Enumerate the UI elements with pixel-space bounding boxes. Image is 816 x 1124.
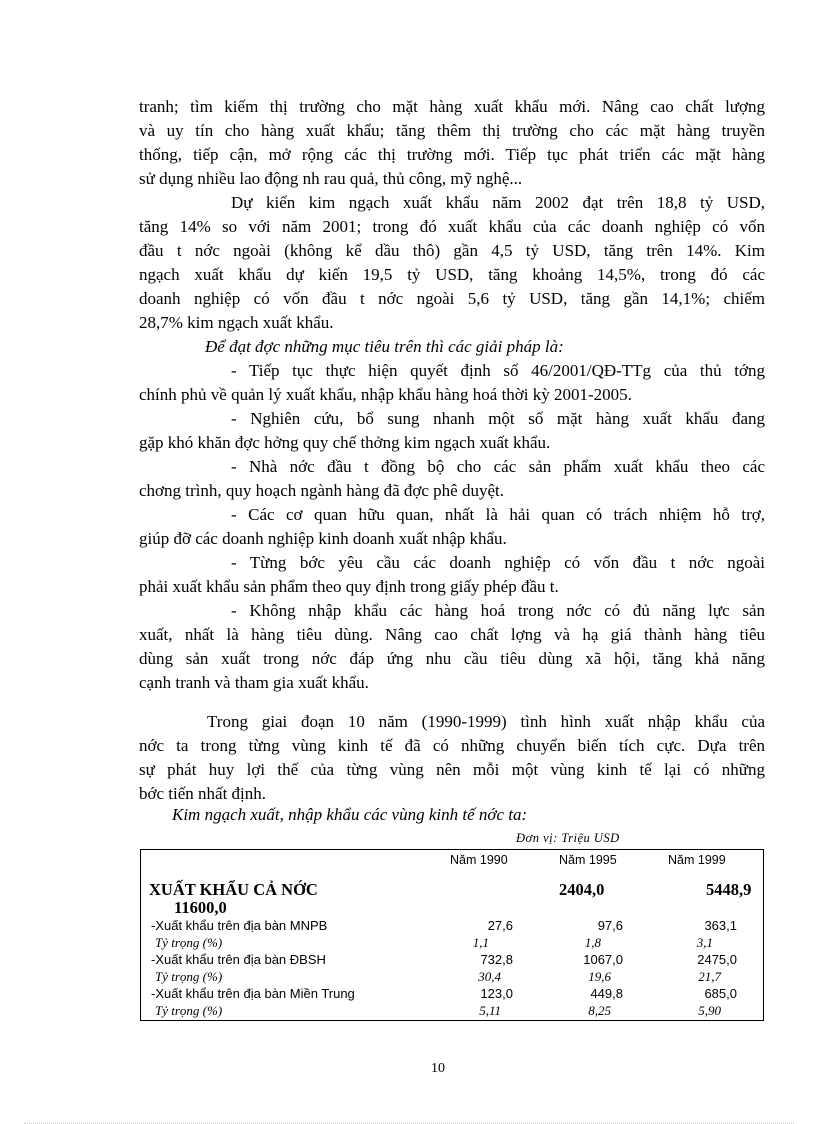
total-1995: 2404,0 [559, 880, 605, 899]
table-cell: 449,8 [590, 986, 623, 1001]
list-item [139, 455, 765, 503]
table-cell: 1,1 [472, 935, 489, 950]
text-line: xuất, nhất là hàng tiêu dùng. Nâng cao chất lợng và hạ giá thành hàng tiêu [139, 625, 765, 644]
text-line: dùng sản xuất trong nớc đáp ứng nhu cầu tiêu dùng xã hội, tăng khả năng [139, 649, 765, 668]
table-cell: 363,1 [704, 918, 737, 933]
text-line: - Các cơ quan hữu quan, nhất là hải quan có trách nhiệm hỗ trợ, [231, 505, 765, 524]
text-line: gặp khó khăn đợc hởng quy chế thởng kim ngạch xuất khẩu. [139, 433, 551, 452]
table-cell: 2475,0 [697, 952, 737, 967]
table-cell: 685,0 [704, 986, 737, 1001]
table-cell: 19,6 [588, 969, 611, 984]
text-line: thống, tiếp cận, mở rộng các thị trường mới. Tiếp tục phát triển các mặt hàng [139, 145, 765, 164]
text-line: Để đạt đợc những mục tiêu trên thì các giải pháp là: [205, 337, 564, 356]
text-line: tranh; tìm kiếm thị trường cho mặt hàng xuất khẩu mới. Nâng cao chất lượng [139, 97, 765, 116]
list-item [139, 503, 765, 551]
text-line: nớc ta trong từng vùng kinh tế đã có những chuyển biến tích cực. Dựa trên [139, 736, 765, 755]
text-line: chính phủ về quản lý xuất khẩu, nhập khẩu hàng hoá thời kỳ 2001-2005. [139, 385, 632, 404]
total-1990: 11600,0 [174, 898, 227, 917]
table-caption: Kim ngạch xuất, nhập khẩu các vùng kinh tế nớc ta: [172, 805, 528, 824]
table-cell: 1067,0 [583, 952, 623, 967]
list-item [139, 359, 765, 407]
table-cell: 97,6 [597, 918, 623, 933]
text-line: phải xuất khẩu sản phẩm theo quy định trong giấy phép đầu t. [139, 577, 559, 596]
table-unit: Đơn vị: Triệu USD [516, 831, 620, 845]
text-line: cạnh tranh và tham gia xuất khẩu. [139, 673, 369, 692]
solutions-list [139, 359, 765, 695]
list-item [139, 551, 765, 599]
table-cell: 21,7 [698, 969, 721, 984]
table-cell: 27,6 [487, 918, 513, 933]
table-cell: 1,8 [584, 935, 601, 950]
text-line: - Từng bớc yêu cầu các doanh nghiệp có vốn đầu t nớc ngoài [231, 553, 765, 572]
text-line: ngạch xuất khẩu dự kiến 19,5 tỷ USD, tăng khoảng 14,5%, trong đó các [139, 265, 765, 284]
total-1999: 5448,9 [706, 880, 752, 899]
text-line: doanh nghiệp có vốn đầu t nớc ngoài 5,6 tỷ USD, tăng gần 14,1%; chiếm [139, 289, 765, 308]
column-header-1995: Năm 1995 [559, 853, 617, 867]
text-line: - Nhà nớc đầu t đồng bộ cho các sản phẩm xuất khẩu theo các [231, 457, 765, 476]
row-label-mien-trung: -Xuất khẩu trên địa bàn Miền Trung [151, 986, 355, 1001]
text-line: Dự kiến kim ngạch xuất khẩu năm 2002 đạt trên 18,8 tỷ USD, [231, 193, 765, 212]
text-line: sự phát huy lợi thế của từng vùng nên mỗi một vùng kinh tế lại có những [139, 760, 765, 779]
table-cell: 3,1 [696, 935, 713, 950]
text-line: chơng trình, quy hoạch ngành hàng đã đợc phê duyệt. [139, 481, 504, 500]
share-label: Tỷ trọng (%) [155, 969, 223, 984]
list-item [139, 599, 765, 695]
text-line: - Tiếp tục thực hiện quyết định số 46/2001/QĐ-TTg của thủ tớng [231, 361, 765, 380]
share-label: Tỷ trọng (%) [155, 1003, 223, 1018]
list-item [139, 407, 765, 455]
page-number: 10 [431, 1061, 445, 1076]
text-line: giúp đỡ các doanh nghiệp kinh doanh xuất nhập khẩu. [139, 529, 507, 548]
table-cell: 123,0 [480, 986, 513, 1001]
total-row-label: XUẤT KHẨU CẢ NỚC [149, 880, 318, 899]
row-label-mnpb: -Xuất khẩu trên địa bàn MNPB [151, 918, 328, 933]
column-header-1999: Năm 1999 [668, 853, 726, 867]
paragraph-1 [139, 95, 765, 191]
row-label-dbsh: -Xuất khẩu trên địa bàn ĐBSH [151, 952, 326, 967]
table-cell: 5,90 [698, 1003, 721, 1018]
table-cell: 732,8 [480, 952, 513, 967]
text-line: Trong giai đoạn 10 năm (1990-1999) tình hình xuất nhập khẩu của [207, 712, 765, 731]
text-line: - Không nhập khẩu các hàng hoá trong nớc có đủ năng lực sản [231, 601, 765, 620]
text-line: bớc tiến nhất định. [139, 784, 267, 803]
text-line: - Nghiên cứu, bổ sung nhanh một số mặt hàng xuất khẩu đang [231, 409, 765, 428]
text-line: và uy tín cho hàng xuất khẩu; tăng thêm thị trường cho các mặt hàng truyền [139, 121, 765, 140]
solutions-intro [205, 335, 765, 359]
share-label: Tỷ trọng (%) [155, 935, 223, 950]
text-line: sử dụng nhiều lao động nh rau quả, thủ công, mỹ nghệ... [139, 169, 523, 188]
text-line: đầu t nớc ngoài (không kể dầu thô) gần 4,5 tỷ USD, tăng trên 14%. Kim [139, 241, 765, 260]
table-cell: 5,11 [479, 1003, 501, 1018]
paragraph-2 [139, 191, 765, 335]
column-header-1990: Năm 1990 [450, 853, 508, 867]
export-table [140, 849, 764, 1021]
text-line: tăng 14% so với năm 2001; trong đó xuất khẩu của các doanh nghiệp có vốn [139, 217, 765, 236]
paragraph-4 [139, 710, 765, 806]
table-cell: 30,4 [478, 969, 501, 984]
table-cell: 8,25 [588, 1003, 611, 1018]
text-line: 28,7% kim ngạch xuất khẩu. [139, 313, 334, 332]
